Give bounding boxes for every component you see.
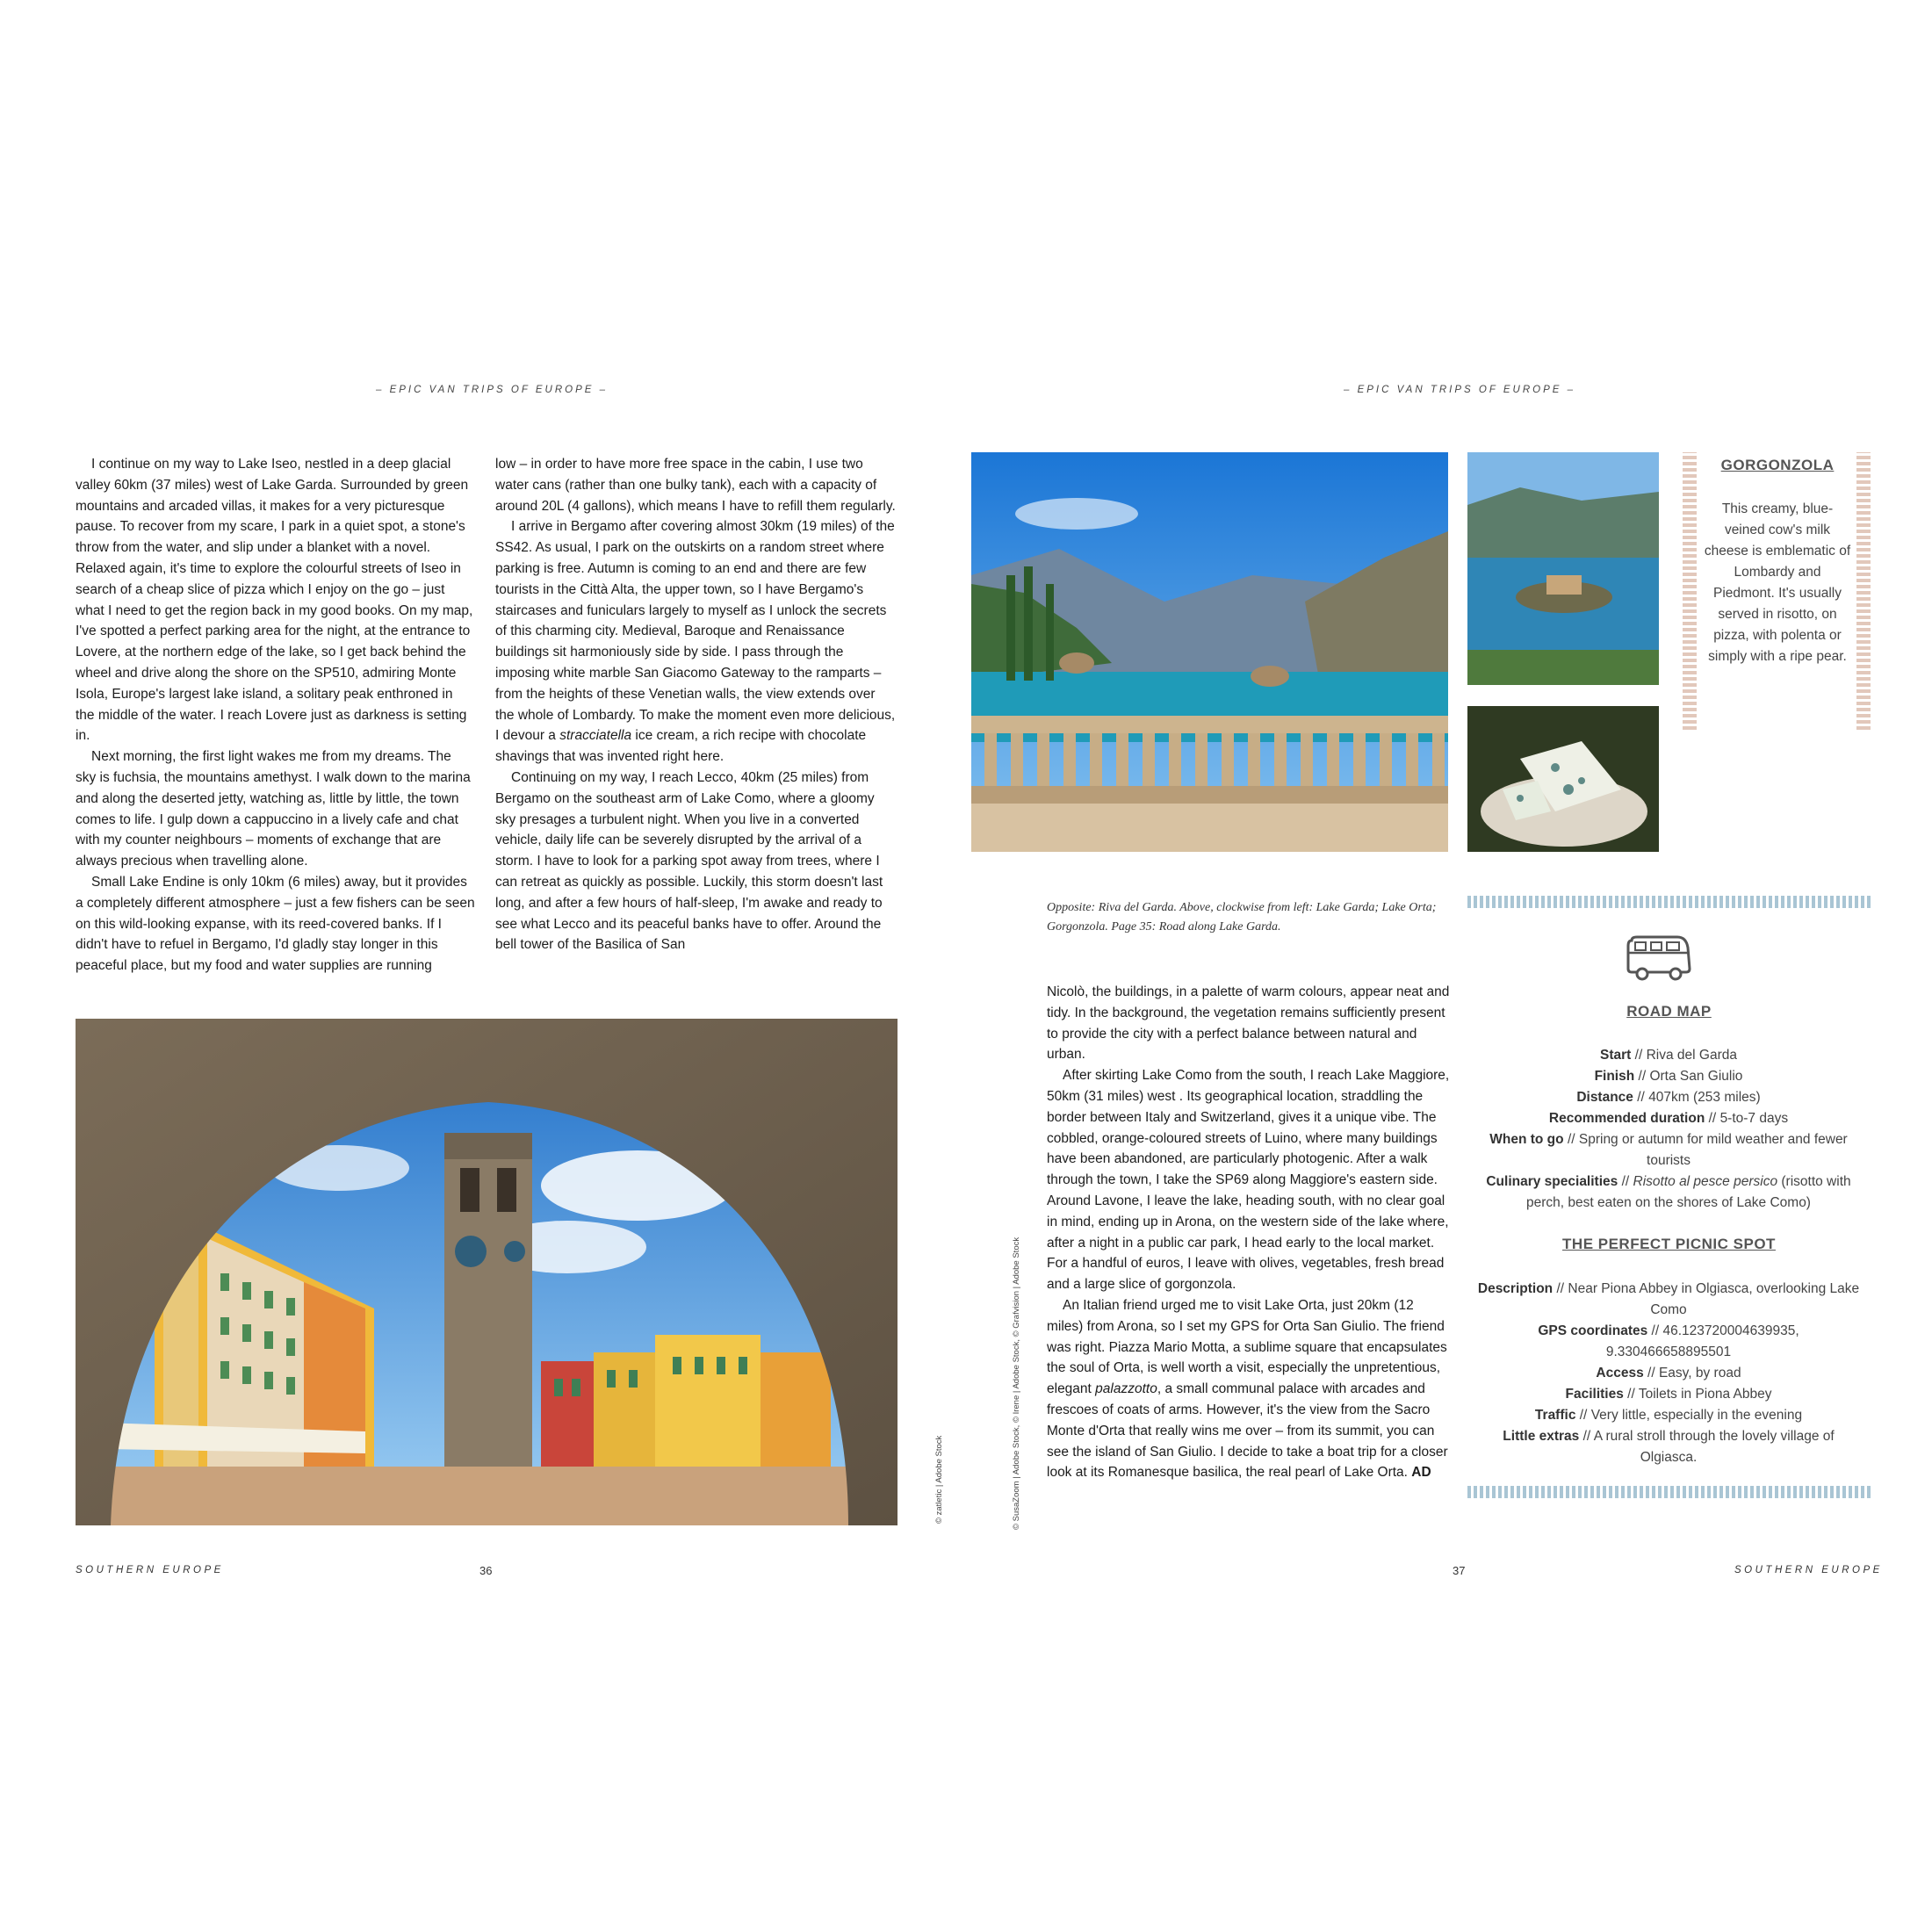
gorgonzola-title: GORGONZOLA [1720, 457, 1835, 473]
road-map-item: Culinary specialities // Risotto al pesce persico (risotto with perch, best eaten on the shores of Lake Como) [1486, 1174, 1851, 1210]
lake-garda-photo [971, 452, 1448, 852]
paragraph: Small Lake Endine is only 10km (6 miles) away, but it provides a completely different atmosphere – just a few fishers can be seen on this wild-looking expanse, with its reed-covered banks. If I didn't have to refuel in Bergamo, I'd gladly stay longer in this peaceful place, but my food and water supplies are running [76, 874, 475, 974]
picnic-title: THE PERFECT PICNIC SPOT [1562, 1236, 1776, 1252]
paragraph: Continuing on my way, I reach Lecco, 40km (25 miles) from Bergamo on the southeast arm of Lake Como, where a gloomy sky presages a turbulent night. When you live in a converted vehicle, daily life can be severely disrupted by the arrival of a storm. I have to look for a parking spot away from trees, where I can retreat as quickly as possible. Luckily, this storm doesn't last long, and after a few hours of half-sleep, I'm awake and ready to see what Lecco and its peaceful banks have to offer. Around the bell tower of the Basilica of San [495, 769, 883, 953]
picnic-item: Traffic // Very little, especially in the evening [1534, 1408, 1803, 1423]
decorative-border-bottom [1467, 1486, 1871, 1498]
lake-orta-illustration [1467, 452, 1659, 685]
decorative-border [1683, 452, 1697, 730]
picnic-item: Access // Easy, by road [1596, 1366, 1741, 1381]
lake-garda-illustration [971, 452, 1448, 852]
picnic-list [1475, 1279, 1862, 1468]
picnic-item: Facilities // Toilets in Piona Abbey [1565, 1387, 1772, 1402]
paragraph: Nicolò, the buildings, in a palette of warm colours, appear neat and tidy. In the background, the vegetation remains sufficiently present to provide the city with a perfect balance between natural and urban. [1047, 984, 1450, 1063]
photo-caption: Opposite: Riva del Garda. Above, clockwise from left: Lake Garda; Lake Orta; Gorgonzola. Page 35: Road along Lake Garda. [1047, 901, 1437, 934]
riva-del-garda-photo [76, 1019, 898, 1525]
gorgonzola-photo [1467, 706, 1659, 852]
left-column-1 [76, 454, 475, 977]
road-map-item: Finish // Orta San Giulio [1594, 1069, 1743, 1084]
road-map-item: Start // Riva del Garda [1600, 1048, 1737, 1063]
campervan-icon [1625, 935, 1691, 981]
decorative-border-top [1467, 896, 1871, 908]
lake-orta-photo [1467, 452, 1659, 685]
paragraph: I arrive in Bergamo after covering almost 30km (19 miles) of the SS42. As usual, I park on the outskirts on a random street where parking is free. Autumn is coming to an end and there are few tourists in the Città Alta, the upper town, so I have Bergamo's staircases and funiculars largely to myself as I unlock the secrets of this charming city. Medieval, Baroque and Renaissance buildings sit harmoniously side by side. I pass through the imposing white marble San Giacomo Gateway to the ramparts – from the heights of these Venetian walls, the view extends over the whole of Lombardy. To make the moment even more delicious, I devour a stracciatella ice cream, a rich recipe with chocolate shavings that was invented right here. [495, 519, 896, 765]
riva-del-garda-illustration [76, 1019, 898, 1525]
gorgonzola-text: This creamy, blue-veined cow's milk cheese is emblematic of Lombardy and Piedmont. It's usually served in risotto, on pizza, with polenta or simply with a ripe pear. [1704, 501, 1851, 664]
paragraph: After skirting Lake Como from the south, I reach Lake Maggiore, 50km (31 miles) west . Its geographical location, straddling the border between Italy and Switzerland, gives it a unique vibe. The cobbled, orange-coloured streets of Luino, where many buildings have been abandoned, are particularly photogenic. After a walk through the town, I take the SP69 along Maggiore's eastern side. Around Lavone, I leave the lake, heading south, with no clear goal in mind, ending up in Arona, on the western side of the lake where, after a night in a public car park, I head early to the local market. For a handful of euros, I leave with olives, vegetables, fresh bread and a large slice of gorgonzola. [1047, 1068, 1450, 1293]
road-map-item: When to go // Spring or autumn for mild weather and fewer tourists [1489, 1132, 1848, 1168]
photo-credits-right: © SusaZoom | Adobe Stock, © Irene | Adobe Stock, © Grafvision | Adobe Stock [1012, 1236, 1021, 1530]
running-head-right: – EPIC VAN TRIPS OF EUROPE – [1344, 385, 1576, 395]
author-signoff: AD [1411, 1465, 1431, 1481]
decorative-border [1856, 452, 1871, 730]
road-map-list [1475, 1045, 1862, 1214]
running-head-left: – EPIC VAN TRIPS OF EUROPE – [376, 385, 609, 395]
footer-section-left: SOUTHERN EUROPE [76, 1565, 224, 1575]
road-map-item: Distance // 407km (253 miles) [1576, 1090, 1761, 1105]
picnic-item: Description // Near Piona Abbey in Olgiasca, overlooking Lake Como [1477, 1281, 1860, 1317]
page-number-right: 37 [1453, 1564, 1466, 1577]
footer-section-right: SOUTHERN EUROPE [1734, 1565, 1883, 1575]
photo-credit-left: © zatletic | Adobe Stock [934, 1435, 944, 1524]
right-body-column [1047, 982, 1453, 1483]
road-map-item: Recommended duration // 5-to-7 days [1548, 1111, 1789, 1126]
paragraph: Next morning, the first light wakes me from my dreams. The sky is fuchsia, the mountains amethyst. I walk down to the marina and along the deserted jetty, watching as, little by little, the town comes to life. I gulp down a cappuccino in a lively cafe and chat with my counter neighbours – moments of exchange that are always precious when travelling alone. [76, 749, 471, 869]
page-number-left: 36 [479, 1564, 493, 1577]
picnic-item: GPS coordinates // 46.123720004639935, 9.330466658895501 [1538, 1323, 1799, 1359]
gorgonzola-illustration [1467, 706, 1659, 852]
left-column-2 [495, 454, 898, 955]
paragraph: An Italian friend urged me to visit Lake Orta, just 20km (12 miles) from Arona, so I set my GPS for Orta San Giulio. The friend was right. Piazza Mario Motta, a sublime square that encapsulates the soul of Orta, is well worth a visit, especially the unpretentious, elegant palazzotto, a small communal palace with arcades and frescoes of coats of arms. However, it's the view from the Sacro Monte d'Orta that really wins me over – from its summit, you can see the island of San Giulio. I decide to take a boat trip for a closer look at its Romanesque basilica, the real pearl of Lake Orta. AD [1047, 1297, 1448, 1481]
paragraph: I continue on my way to Lake Iseo, nestled in a deep glacial valley 60km (37 miles) west of Lake Garda. Surrounded by green mountains and arcaded villas, it makes for a very picturesque pause. To recover from my scare, I park in a quiet spot, a stone's throw from the water, and slip under a blanket with a novel. Relaxed again, it's time to explore the colourful streets of Iseo in search of a cheap slice of pizza which I enjoy on the go – just what I need to get the region back in my good books. On my map, I've spotted a perfect parking area for the night, at the entrance to Lovere, at the northern edge of the lake, so I get back behind the wheel and drive along the shore on the SP510, admiring Monte Isola, Europe's largest lake island, a solitary peak enthroned in the middle of the water. I reach Lovere just as darkness is setting in. [76, 457, 473, 744]
road-map-title: ROAD MAP [1626, 1003, 1712, 1020]
paragraph: low – in order to have more free space in the cabin, I use two water cans (rather than one bulky tank), each with a capacity of around 20L (4 gallons), which means I have to refill them regularly. [495, 457, 896, 514]
picnic-item: Little extras // A rural stroll through the lovely village of Olgiasca. [1503, 1429, 1835, 1465]
